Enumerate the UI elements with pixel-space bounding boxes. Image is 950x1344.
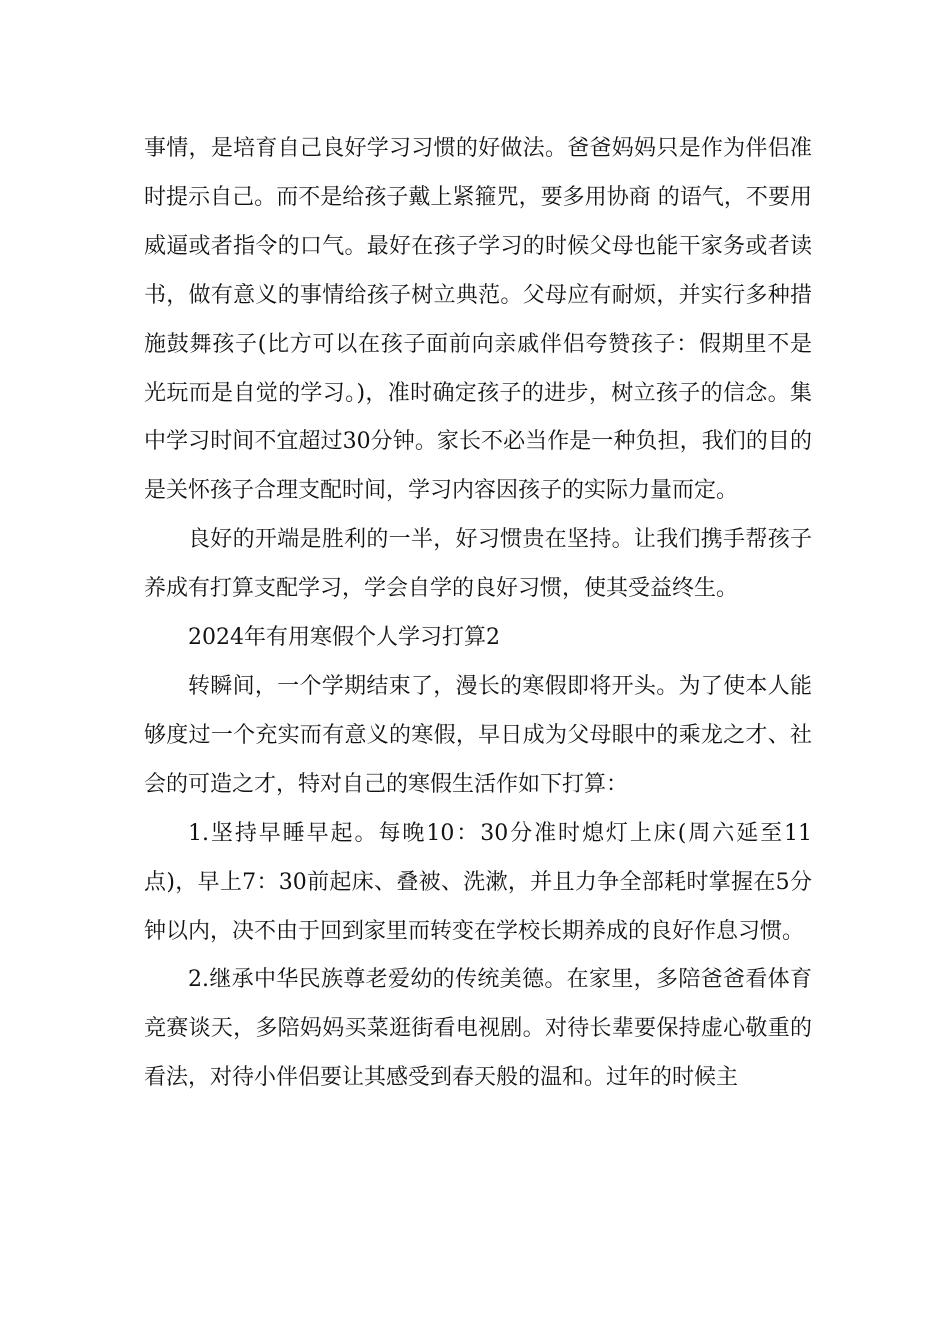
paragraph-5: 2.继承中华民族尊老爱幼的传统美德。在家里，多陪爸爸看体育竞赛谈天，多陪妈妈买菜逛街看电视剧。对待长辈要保持虚心敬重的看法，对待小伴侣要让其感受到春天般的温和。过年的时候主 — [144, 967, 812, 1091]
document-body — [144, 125, 812, 1103]
paragraph-1: 事情，是培育自己良好学习习惯的好做法。爸爸妈妈只是作为伴侣准时提示自己。而不是给孩子戴上紧箍咒，要多用协商 的语气，不要用威逼或者指令的口气。最好在孩子学习的时候父母也能干家务或者读书，做有意义的事情给孩子树立典范。父母应有耐烦，并实行多种措施鼓舞孩子(比方可以在孩子面前向亲戚伴侣夸赞孩子：假期里不是光玩而是自觉的学习。)，准时确定孩子的进步，树立孩子的信念。集中学习时间不宜超过30分钟。家长不必当作是一种负担，我们的目的是关怀孩子合理支配时间，学习内容因孩子的实际力量而定。 — [144, 136, 812, 504]
section-heading: 2024年有用寒假个人学习打算2 — [188, 625, 500, 651]
paragraph-4: 1.坚持早睡早起。每晚10：30分准时熄灯上床(周六延至11点)，早上7：30前起床、叠被、洗漱，并且力争全部耗时掌握在5分钟以内，决不由于回到家里而转变在学校长期养成的良好作息习惯。 — [144, 820, 812, 944]
paragraph-2: 良好的开端是胜利的一半，好习惯贵在坚持。让我们携手帮孩子养成有打算支配学习，学会自学的良好习惯，使其受益终生。 — [144, 527, 812, 602]
paragraph-3: 转瞬间，一个学期结束了，漫长的寒假即将开头。为了使本人能够度过一个充实而有意义的寒假，早日成为父母眼中的乘龙之才、社会的可造之才，特对自己的寒假生活作如下打算： — [144, 673, 812, 797]
